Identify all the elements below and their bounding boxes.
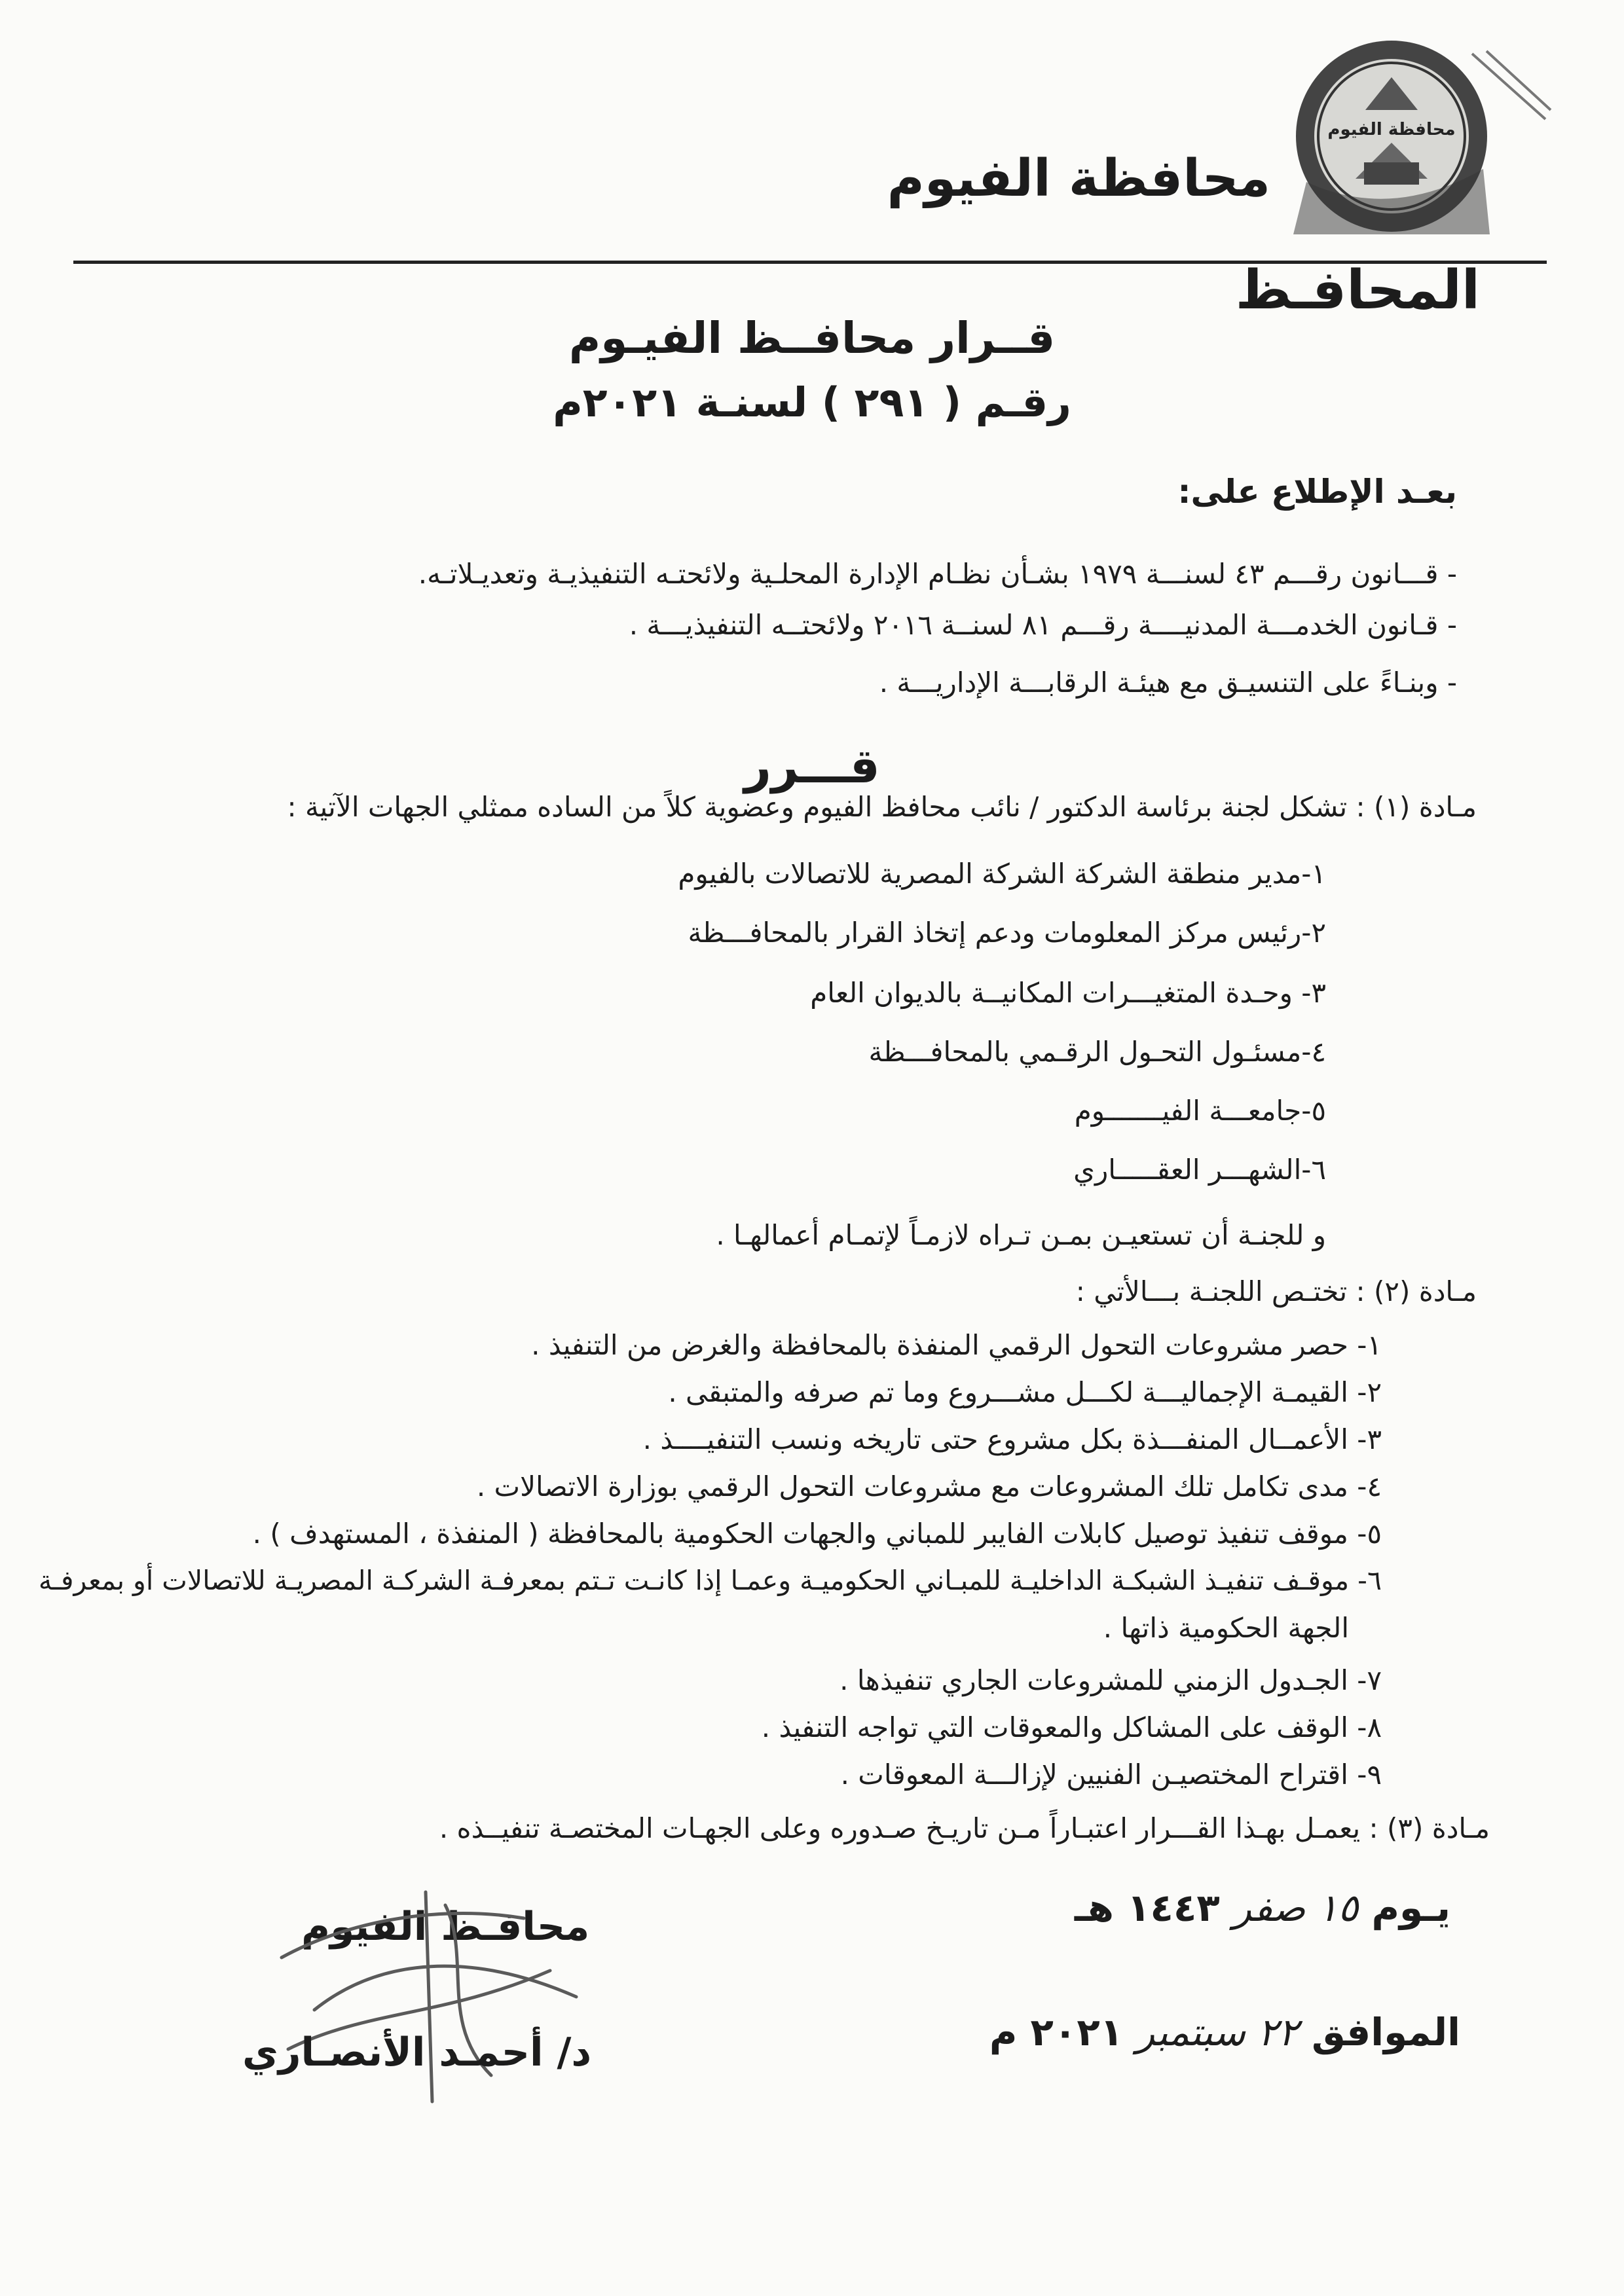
gregorian-date bbox=[989, 2010, 1460, 2054]
handwritten-signature bbox=[275, 1879, 642, 2115]
committee-task: ٧- الجـدول الزمني للمشروعات الجاري تنفيذها . bbox=[840, 1664, 1382, 1696]
preamble-item: - وبنـاءً على التنسيـق مع هيئـة الرقابـــة الإداريـــة . bbox=[879, 666, 1457, 699]
seal-lettering: محافظة الفيوم bbox=[1327, 120, 1456, 139]
hijri-date bbox=[1075, 1886, 1450, 1930]
committee-task-continuation: الجهة الحكومية ذاتها . bbox=[1103, 1612, 1349, 1644]
committee-task: ١- حصر مشروعات التحول الرقمي المنفذة بالمحافظة والغرض من التنفيذ . bbox=[531, 1329, 1382, 1361]
committee-member: ١-مدير منطقة الشركة الشركة المصرية للاتصالات بالفيوم bbox=[678, 858, 1326, 890]
committee-closing: و للجنـة أن تستعيـن بمـن تـراه لازمـاً لإتمـام أعمالهـا . bbox=[716, 1219, 1326, 1251]
gregorian-prefix: الموافق bbox=[1311, 2010, 1460, 2054]
decree-title: قــرار محافــظ الفيـوم bbox=[568, 313, 1056, 363]
committee-task: ٨- الوقف على المشاكل والمعوقات التي تواجه التنفيذ . bbox=[761, 1711, 1382, 1743]
preamble-item: - قـانون الخدمـــة المدنيــــة رقـــم ٨١ لسنــة ٢٠١٦ ولائحتــه التنفيذيـــة . bbox=[629, 609, 1457, 641]
committee-task: ٩- اقتراح المختصيـن الفنيين لإزالـــة المعوقات . bbox=[840, 1758, 1382, 1791]
article-2: مـادة (٢) : تختـص اللجنـة بـــالأتي : bbox=[1075, 1275, 1477, 1307]
committee-task: ٢- القيمـة الإجماليـــة لكـــل مشـــروع وما تم صرفه والمتبقى . bbox=[668, 1376, 1382, 1408]
hijri-year: ١٤٤٣ هـ bbox=[1074, 1886, 1220, 1930]
office-label: المحافـظ bbox=[1235, 259, 1480, 321]
governorate-name: محافظة الفيوم bbox=[887, 149, 1270, 208]
committee-task: ٥- موقف تنفيذ توصيل كابلات الفايبر للمباني والجهات الحكومية بالمحافظة ( المنفذة ، المستهدف ) . bbox=[252, 1518, 1382, 1550]
committee-task: ٤- مدى تكامل تلك المشروعات مع مشروعات التحول الرقمي بوزارة الاتصالات . bbox=[476, 1470, 1382, 1503]
committee-task: ٣- الأعمــال المنفـــذة بكل مشروع حتى تاريخه ونسب التنفيــــذ . bbox=[642, 1423, 1382, 1455]
gregorian-day-handwritten: ٢٢ سبتمبر bbox=[1136, 2010, 1299, 2054]
committee-task: ٦- موقـف تنفيـذ الشبكـة الداخليـة للمبـاني الحكوميـة وعمـا إذا كانـت تـتم بمعرفـة الشركـة المصريـة للاتصالات أو بمعرفـة bbox=[38, 1565, 1382, 1596]
committee-member: ٤-مسئـول التحـول الرقـمي بالمحافـــظة bbox=[868, 1036, 1326, 1068]
signatory-name: د/ أحمـد الأنصـاري bbox=[242, 2030, 592, 2075]
committee-member: ٦-الشهـــر العقـــــاري bbox=[1073, 1154, 1326, 1186]
committee-member: ٢-رئيس مركز المعلومات ودعم إتخاذ القرار بالمحافـــظة bbox=[688, 917, 1326, 949]
gregorian-year: ٢٠٢١ م bbox=[989, 2010, 1124, 2054]
signatory-title: محافـظ الفيوم bbox=[301, 1904, 590, 1950]
preamble-heading: بعـد الإطلاع على: bbox=[1177, 473, 1457, 511]
committee-member: ٣- وحـدة المتغيـــرات المكانيــة بالديوان العام bbox=[810, 977, 1326, 1009]
decree-heading: قـــرر bbox=[744, 738, 880, 793]
governorate-seal bbox=[1293, 38, 1490, 234]
committee-member: ٥-جامعـــة الفيـــــــوم bbox=[1074, 1095, 1326, 1127]
article-3: مـادة (٣) : يعمـل بهـذا القـــرار اعتبـاراً مـن تاريـخ صـدوره وعلى الجهـات المختصـة تنفيــذه . bbox=[439, 1812, 1490, 1844]
hijri-day-handwritten: ١٥ صفر bbox=[1232, 1886, 1359, 1930]
hijri-prefix: يـوم bbox=[1371, 1886, 1450, 1930]
pen-mark bbox=[1467, 47, 1565, 139]
preamble-item: - قـــانون رقـــم ٤٣ لسنـــة ١٩٧٩ بشـأن نظـام الإدارة المحلـية ولائحتـه التنفيذيـة وتعديـلاتـه. bbox=[418, 558, 1457, 590]
article-1: مـادة (١) : تشكل لجنة برئاسة الدكتور / نائب محافظ الفيوم وعضوية كلاً من الساده ممثلي الجهات الآتية : bbox=[287, 791, 1477, 823]
decree-number: رقـم ( ٢٩١ ) لسنـة ٢٠٢١م bbox=[553, 378, 1071, 426]
